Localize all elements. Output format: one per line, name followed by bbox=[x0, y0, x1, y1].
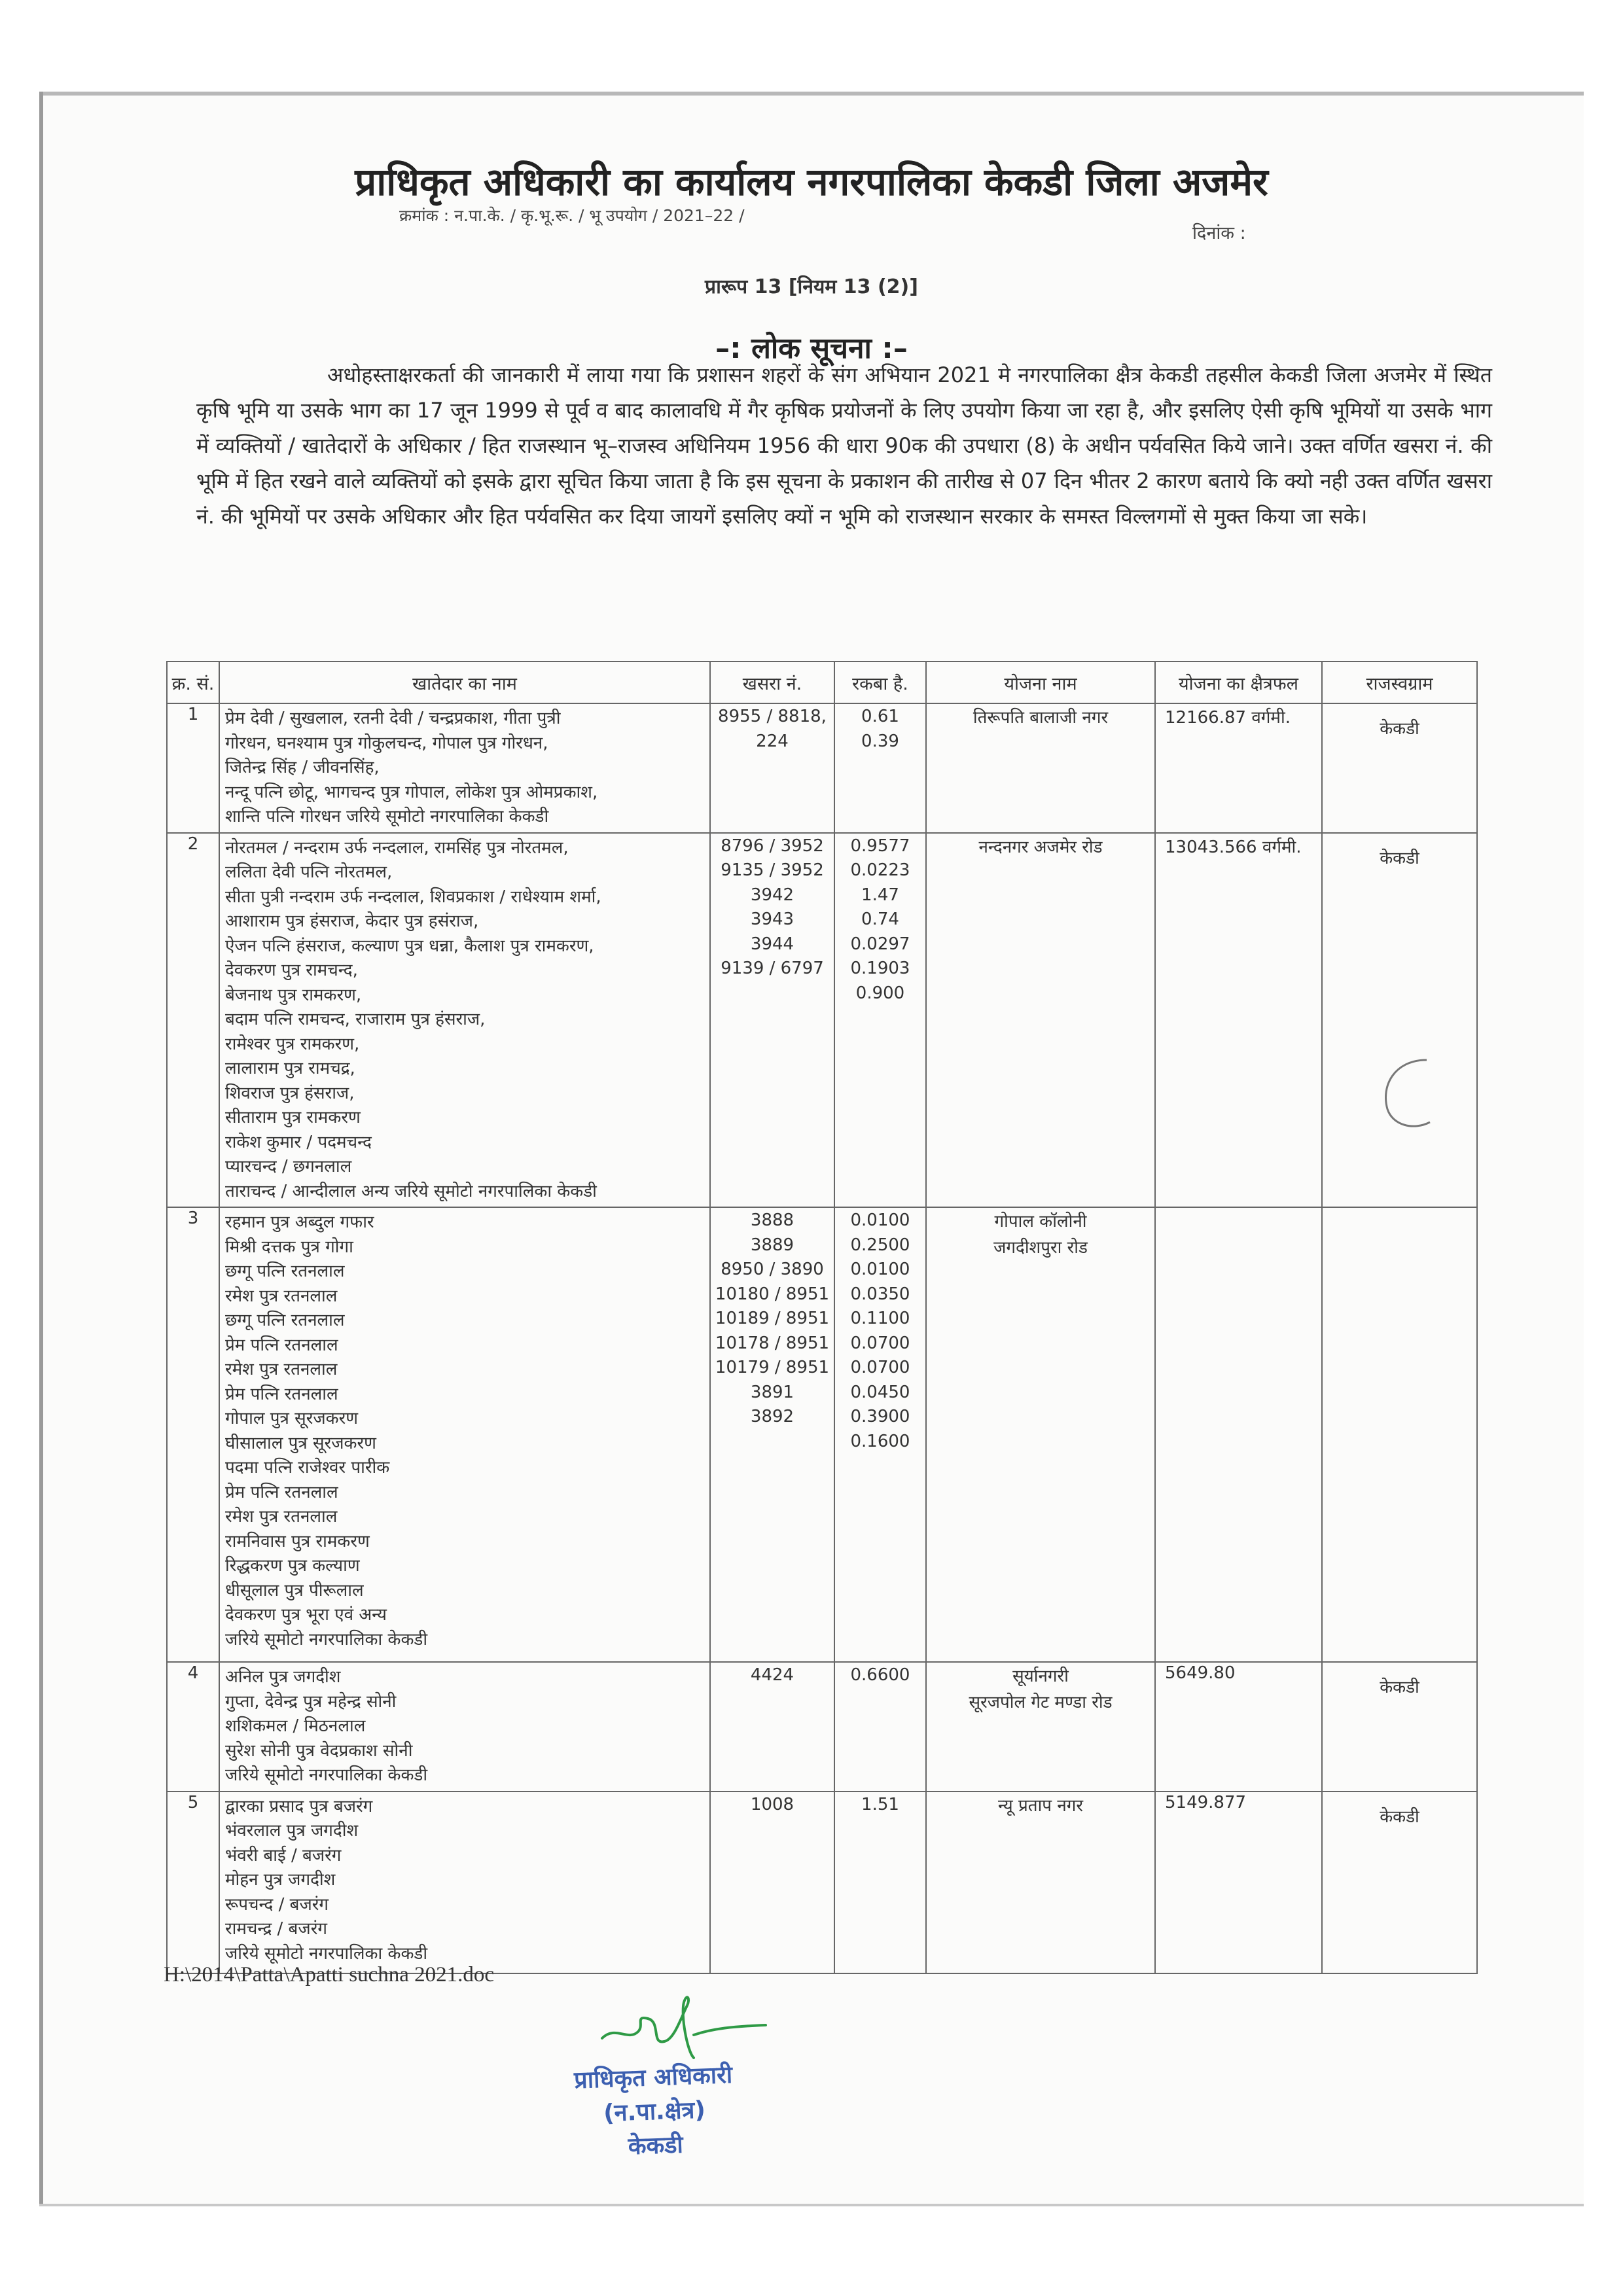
owner-name: छग्गू पत्नि रतनलाल bbox=[225, 1262, 345, 1281]
scheme-name: जगदीशपुरा रोड bbox=[993, 1238, 1088, 1258]
table-header-row bbox=[167, 662, 1477, 703]
rakba-value: 0.2500 bbox=[850, 1235, 910, 1255]
seal-line-title: प्राधिकृत अधिकारी bbox=[573, 2061, 733, 2094]
owner-name: गोपाल पुत्र सूरजकरण bbox=[225, 1409, 359, 1428]
owner-name: आशाराम पुत्र हंसराज, केदार पुत्र हसंराज, bbox=[225, 911, 479, 931]
khasra-number: 3892 bbox=[750, 1407, 794, 1426]
owner-name: ललिता देवी पत्नि नोरतमल, bbox=[225, 862, 393, 882]
notice-body: अधोहस्ताक्षरकर्ता की जानकारी में लाया गया कि प्रशासन शहरों के संग अभियान 2021 मे नगरपालिका क्षैत्र केकडी तहसील केकडी जिला अजमेर में स्थित कृषि भूमि या उसके भाग का 17 जून 1999 से पूर्व व बाद कालावधि में गैर कृषिक प्रयोजनों के लिए उपयोग किया जा रहा है, और इसलिए ऐसी कृषि भूमियों या उसके भाग में व्यक्तियों / खातेदारों के अधिकार / हित राजस्थान भू–राजस्व अधिनियम 1956 की धारा 90क की उपधारा (8) के अधीन पर्यवसित किये जाने। उक्त वर्णित खसरा नं. की भूमि में हित रखने वाले व्यक्तियों को इसके द्वारा सूचित किया जाता है कि इस सूचना के प्रकाशन की तारीख से 07 दिन भीतर 2 कारण बताये कि क्यो नही उक्त वर्णित खसरा नं. की भूमियों पर उसके अधिकार और हित पर्यवसित कर दिया जायगें इसलिए क्यों न भूमि को राजस्थान सरकार के समस्त विल्लगमों से मुक्त किया जा सके। bbox=[196, 362, 1492, 529]
khasra-cell bbox=[710, 1662, 834, 1792]
scheme-name-cell bbox=[926, 1662, 1155, 1792]
owner-name: ऐजन पत्नि हंसराज, कल्याण पुत्र धन्ना, कैलाश पुत्र रामकरण, bbox=[225, 936, 594, 956]
rakba-cell bbox=[834, 1662, 926, 1792]
owner-name: रूपचन्द / बजरंग bbox=[225, 1894, 329, 1915]
rakba-value: 0.61 bbox=[861, 707, 899, 726]
scheme-name: सूरजपोल गेट मण्डा रोड bbox=[969, 1693, 1113, 1712]
scheme-area-cell: 12166.87 वर्गमी. bbox=[1155, 703, 1322, 833]
rakba-value: 0.1600 bbox=[850, 1431, 910, 1451]
owner-name: धीसूलाल पुत्र पीरूलाल bbox=[225, 1580, 364, 1600]
reference-number: क्रमांक : न.पा.के. / कृ.भू.रू. / भू उपयोग / 2021–22 / bbox=[399, 206, 745, 225]
rakba-value: 0.0350 bbox=[850, 1284, 910, 1304]
khasra-number: 224 bbox=[756, 731, 789, 751]
owner-name: भंवरी बाई / बजरंग bbox=[225, 1845, 342, 1865]
table-row bbox=[167, 833, 1477, 1208]
scheme-name-cell bbox=[926, 833, 1155, 1208]
owner-name: ताराचन्द / आन्दीलाल अन्य जरिये सूमोटो नगरपालिका केकडी bbox=[225, 1181, 597, 1201]
khasra-number: 8955 / 8818, bbox=[718, 707, 827, 726]
owner-name: मिश्री दत्तक पुत्र गोगा bbox=[225, 1237, 353, 1257]
row-serial: 2 bbox=[167, 833, 219, 1208]
khasra-number: 3943 bbox=[750, 910, 794, 929]
owner-name: गुप्ता, देवेन्द्र पुत्र महेन्द्र सोनी bbox=[225, 1691, 397, 1712]
scheme-area-cell: 5149.877 bbox=[1155, 1792, 1322, 1973]
table-row bbox=[167, 1662, 1477, 1792]
rakba-value: 0.6600 bbox=[850, 1665, 910, 1685]
land-records-table bbox=[166, 661, 1478, 1974]
table-row bbox=[167, 703, 1477, 833]
khasra-number: 8796 / 3952 bbox=[721, 836, 824, 856]
row-serial: 3 bbox=[167, 1207, 219, 1662]
scheme-area-cell bbox=[1155, 1207, 1322, 1662]
rakba-value: 0.1903 bbox=[850, 959, 910, 978]
owner-name: जितेन्द्र सिंह / जीवनसिंह, bbox=[225, 758, 380, 777]
owner-name: भंवरलाल पुत्र जगदीश bbox=[225, 1821, 359, 1841]
owner-name: रमेश पुत्र रतनलाल bbox=[225, 1360, 338, 1379]
rakba-value: 0.39 bbox=[861, 731, 899, 751]
scan-edge-bottom bbox=[39, 2204, 1584, 2206]
scheme-name-cell bbox=[926, 1207, 1155, 1662]
col-header-area-hectare: रकबा है. bbox=[834, 662, 926, 703]
col-header-owner-name: खातेदार का नाम bbox=[219, 662, 710, 703]
khasra-cell bbox=[710, 703, 834, 833]
owner-name: रामचन्द्र / बजरंग bbox=[225, 1919, 327, 1939]
faint-stamp-mark bbox=[1368, 1047, 1440, 1139]
owner-name: छग्गू पत्नि रतनलाल bbox=[225, 1311, 345, 1330]
revenue-village-cell bbox=[1322, 1207, 1477, 1662]
owner-name: राकेश कुमार / पदमचन्द bbox=[225, 1132, 372, 1152]
scheme-name: नन्दनगर अजमेर रोड bbox=[978, 837, 1103, 857]
owner-name: प्रेम पत्नि रतनलाल bbox=[225, 1384, 338, 1404]
owner-name: प्रेम पत्नि रतनलाल bbox=[225, 1482, 338, 1502]
rakba-value: 1.47 bbox=[861, 885, 899, 905]
rakba-value: 0.0700 bbox=[850, 1333, 910, 1353]
rakba-cell bbox=[834, 703, 926, 833]
owner-name: नन्दू पत्नि छोटू, भागचन्द पुत्र गोपाल, लोकेश पुत्र ओमप्रकाश, bbox=[225, 782, 598, 802]
owner-name: सीता पुत्री नन्दराम उर्फ नन्दलाल, शिवप्रकाश / राधेश्याम शर्मा, bbox=[225, 887, 601, 907]
row-serial: 4 bbox=[167, 1662, 219, 1792]
col-header-revenue-village: राजस्वग्राम bbox=[1322, 662, 1477, 703]
owner-names-cell bbox=[219, 703, 710, 833]
rakba-value: 0.74 bbox=[861, 910, 899, 929]
owner-name: जरिये सूमोटो नगरपालिका केकडी bbox=[225, 1629, 428, 1650]
revenue-village-cell: केकडी bbox=[1322, 703, 1477, 833]
rakba-value: 0.0297 bbox=[850, 934, 910, 954]
owner-names-cell bbox=[219, 833, 710, 1208]
owner-name: देवकरण पुत्र रामचन्द, bbox=[225, 961, 358, 980]
form-reference: प्रारूप 13 [नियम 13 (2)] bbox=[705, 275, 918, 298]
owner-name: जरिये सूमोटो नगरपालिका केकडी bbox=[225, 1765, 428, 1785]
col-header-scheme-area: योजना का क्षैत्रफल bbox=[1155, 662, 1322, 703]
khasra-number: 10178 / 8951 bbox=[715, 1333, 830, 1353]
scheme-name-cell bbox=[926, 1792, 1155, 1973]
owner-name: मोहन पुत्र जगदीश bbox=[225, 1870, 336, 1890]
khasra-number: 9139 / 6797 bbox=[721, 959, 824, 978]
seal-line-place: केकडी bbox=[628, 2131, 684, 2161]
owner-name: बेजनाथ पुत्र रामकरण, bbox=[225, 985, 362, 1005]
owner-name: नोरतमल / नन्दराम उर्फ नन्दलाल, रामसिंह पुत्र नोरतमल, bbox=[225, 838, 569, 858]
khasra-number: 3942 bbox=[750, 885, 794, 905]
khasra-cell bbox=[710, 833, 834, 1208]
owner-name: शान्ति पत्नि गोरधन जरिये सूमोटो नगरपालिका केकडी bbox=[225, 807, 549, 826]
rakba-cell bbox=[834, 1792, 926, 1973]
owner-name: रहमान पुत्र अब्दुल गफार bbox=[225, 1212, 374, 1232]
owner-name: सीताराम पुत्र रामकरण bbox=[225, 1108, 361, 1127]
officer-signature bbox=[589, 1979, 772, 2064]
owner-name: प्रेम देवी / सुखलाल, रतनी देवी / चन्द्रप्रकाश, गीता पुत्री bbox=[225, 709, 561, 728]
owner-name: पदमा पत्नि राजेश्वर पारीक bbox=[225, 1458, 390, 1477]
owner-name: गोरधन, घनश्याम पुत्र गोकुलचन्द, गोपाल पुत्र गोरधन, bbox=[225, 733, 548, 753]
scan-edge-left bbox=[39, 92, 43, 2205]
owner-name: बदाम पत्नि रामचन्द, राजाराम पुत्र हंसराज, bbox=[225, 1010, 486, 1029]
owner-name: द्वारका प्रसाद पुत्र बजरंग bbox=[225, 1796, 373, 1816]
rakba-value: 0.0700 bbox=[850, 1358, 910, 1377]
owner-name: लालाराम पुत्र रामचद्र, bbox=[225, 1059, 355, 1078]
owner-name: जरिये सूमोटो नगरपालिका केकडी bbox=[225, 1943, 428, 1964]
rakba-value: 1.51 bbox=[861, 1794, 899, 1814]
owner-names-cell bbox=[219, 1662, 710, 1792]
office-title: प्राधिकृत अधिकारी का कार्यालय नगरपालिका केकडी जिला अजमेर bbox=[355, 160, 1268, 204]
owner-names-cell bbox=[219, 1792, 710, 1973]
khasra-number: 3889 bbox=[750, 1235, 794, 1255]
owner-name: प्रेम पत्नि रतनलाल bbox=[225, 1335, 338, 1355]
rakba-value: 0.0223 bbox=[850, 860, 910, 880]
rakba-value: 0.1100 bbox=[850, 1309, 910, 1328]
owner-name: अनिल पुत्र जगदीश bbox=[225, 1667, 341, 1687]
office-seal bbox=[535, 2057, 774, 2167]
scheme-name: सूर्यानगरी bbox=[1012, 1667, 1069, 1686]
row-serial: 1 bbox=[167, 703, 219, 833]
rakba-cell bbox=[834, 1207, 926, 1662]
scheme-name: तिरूपति बालाजी नगर bbox=[972, 708, 1109, 728]
khasra-cell bbox=[710, 1792, 834, 1973]
revenue-village-cell: केकडी bbox=[1322, 1792, 1477, 1973]
owner-name: रामनिवास पुत्र रामकरण bbox=[225, 1531, 370, 1551]
khasra-number: 3888 bbox=[750, 1210, 794, 1230]
owner-name: रिद्धकरण पुत्र कल्याण bbox=[225, 1556, 360, 1576]
col-header-khasra: खसरा नं. bbox=[710, 662, 834, 703]
khasra-number: 1008 bbox=[750, 1794, 794, 1814]
date-label: दिनांक : bbox=[1192, 223, 1246, 243]
rakba-value: 0.0100 bbox=[850, 1210, 910, 1230]
owner-name: घीसालाल पुत्र सूरजकरण bbox=[225, 1433, 376, 1453]
seal-line-area: (न.पा.क्षेत्र) bbox=[603, 2096, 706, 2127]
rakba-value: 0.0100 bbox=[850, 1260, 910, 1279]
khasra-number: 3944 bbox=[750, 934, 794, 954]
owner-names-cell bbox=[219, 1207, 710, 1662]
owner-name: रमेश पुत्र रतनलाल bbox=[225, 1286, 338, 1306]
rakba-value: 0.3900 bbox=[850, 1407, 910, 1426]
khasra-number: 10189 / 8951 bbox=[715, 1309, 830, 1328]
scheme-name: न्यू प्रताप नगर bbox=[997, 1795, 1084, 1816]
rakba-value: 0.0450 bbox=[850, 1382, 910, 1402]
owner-name: शिवराज पुत्र हंसराज, bbox=[225, 1083, 355, 1103]
khasra-number: 4424 bbox=[750, 1665, 794, 1685]
rakba-cell bbox=[834, 833, 926, 1208]
khasra-number: 9135 / 3952 bbox=[721, 860, 824, 880]
table-row bbox=[167, 1792, 1477, 1973]
khasra-number: 8950 / 3890 bbox=[721, 1260, 824, 1279]
owner-name: शशिकमल / मिठनलाल bbox=[225, 1716, 366, 1736]
owner-name: रमेश पुत्र रतनलाल bbox=[225, 1507, 338, 1527]
col-header-serial: क्र. सं. bbox=[167, 662, 219, 703]
khasra-number: 3891 bbox=[750, 1382, 794, 1402]
owner-name: सुरेश सोनी पुत्र वेदप्रकाश सोनी bbox=[225, 1740, 413, 1761]
scheme-name-cell bbox=[926, 703, 1155, 833]
revenue-village-cell: केकडी bbox=[1322, 833, 1477, 1208]
notice-heading: –: लोक सूचना :– bbox=[715, 332, 908, 365]
owner-name: प्यारचन्द / छगनलाल bbox=[225, 1157, 352, 1176]
col-header-scheme-name: योजना नाम bbox=[926, 662, 1155, 703]
khasra-number: 10179 / 8951 bbox=[715, 1358, 830, 1377]
khasra-number: 10180 / 8951 bbox=[715, 1284, 830, 1304]
scheme-area-cell: 13043.566 वर्गमी. bbox=[1155, 833, 1322, 1208]
revenue-village-cell: केकडी bbox=[1322, 1662, 1477, 1792]
file-path: H:\2014\Patta\Apatti suchna 2021.doc bbox=[164, 1963, 495, 1987]
scheme-name: गोपाल कॉलोनी bbox=[994, 1212, 1087, 1231]
khasra-cell bbox=[710, 1207, 834, 1662]
owner-name: देवकरण पुत्र भूरा एवं अन्य bbox=[225, 1605, 387, 1625]
owner-name: रामेश्वर पुत्र रामकरण, bbox=[225, 1034, 360, 1054]
scheme-area-cell: 5649.80 bbox=[1155, 1662, 1322, 1792]
table-row bbox=[167, 1207, 1477, 1662]
rakba-value: 0.9577 bbox=[850, 836, 910, 856]
rakba-value: 0.900 bbox=[855, 983, 905, 1003]
row-serial: 5 bbox=[167, 1792, 219, 1973]
